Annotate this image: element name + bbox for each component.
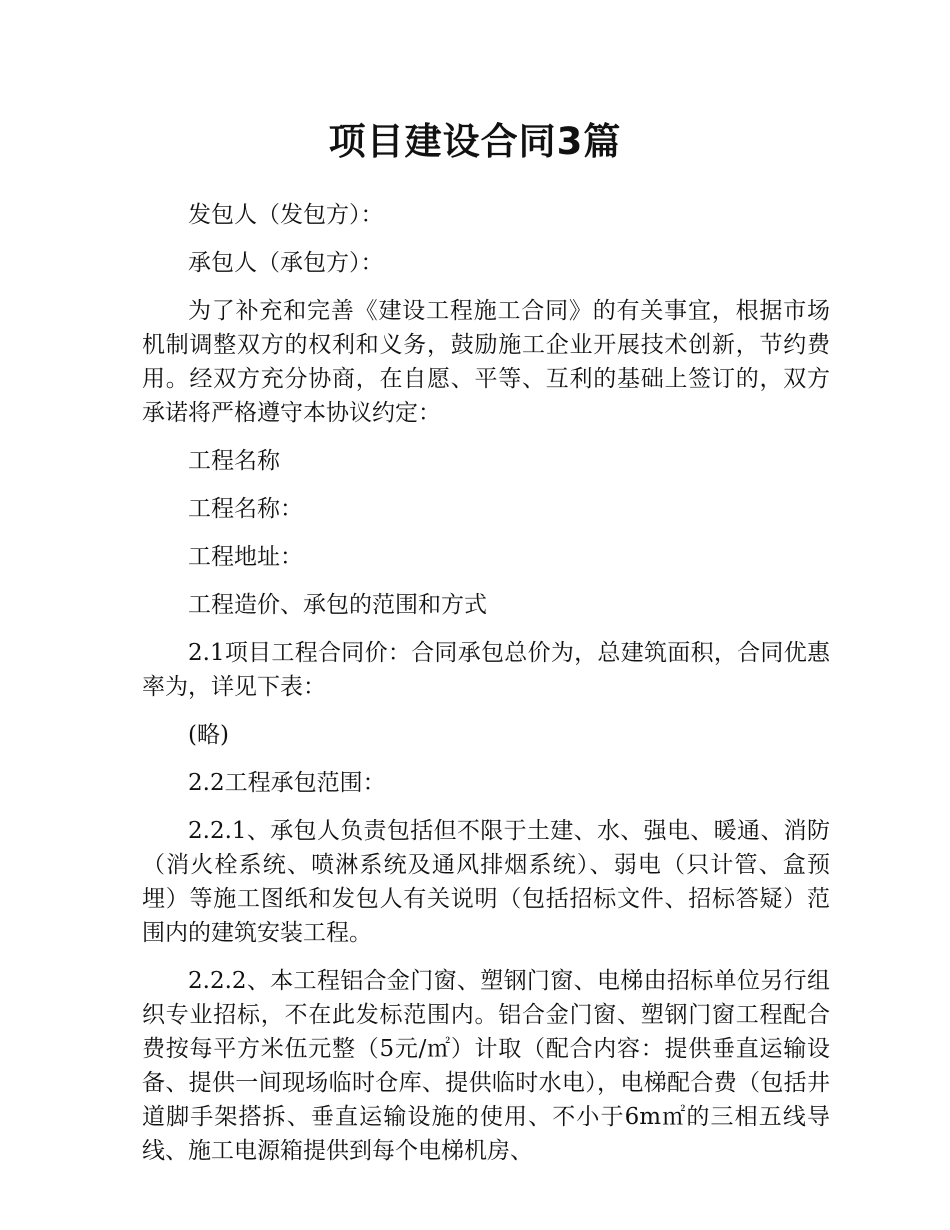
paragraph-2-1: 2.1项目工程合同价：合同承包总价为，总建筑面积，合同优惠率为，详见下表： (142, 640, 830, 700)
paragraph-omitted: (略) (188, 722, 229, 748)
paragraph-employer: 发包人（发包方）： (188, 202, 384, 228)
paragraph-project-name: 工程名称： (188, 496, 303, 522)
paragraph-project-address: 工程地址： (188, 544, 303, 570)
document-title: 项目建设合同3篇 (328, 120, 622, 163)
section-heading-project-name: 工程名称 (188, 448, 280, 474)
paragraph-preamble: 为了补充和完善《建设工程施工合同》的有关事宜，根据市场机制调整双方的权利和义务，鼓励施工企业开展技术创新，节约费用。经双方充分协商，在自愿、平等、互利的基础上签订的，双方承诺将严格遵守本协议约定： (142, 298, 830, 426)
paragraph-2-2: 2.2工程承包范围： (188, 770, 386, 796)
paragraph-2-2-1: 2.2.1、承包人负责包括但不限于土建、水、强电、暖通、消防（消火栓系统、喷淋系统及通风排烟系统）、弱电（只计管、盒预埋）等施工图纸和发包人有关说明（包括招标文件、招标答疑）范围内的建筑安装工程。 (142, 818, 830, 946)
section-heading-cost-scope: 工程造价、承包的范围和方式 (188, 592, 487, 618)
paragraph-contractor: 承包人（承包方）： (188, 250, 384, 276)
paragraph-2-2-2: 2.2.2、本工程铝合金门窗、塑钢门窗、电梯由招标单位另行组织专业招标，不在此发标范围内。铝合金门窗、塑钢门窗工程配合费按每平方米伍元整（5元/㎡）计取（配合内容：提供垂直运输设备、提供一间现场临时仓库、提供临时水电），电梯配合费（包括井道脚手架搭拆、垂直运输设施的使用、不小于6m㎡的三相五线导线、施工电源箱提供到每个电梯机房、 (142, 968, 830, 1164)
document-body (142, 198, 830, 1182)
